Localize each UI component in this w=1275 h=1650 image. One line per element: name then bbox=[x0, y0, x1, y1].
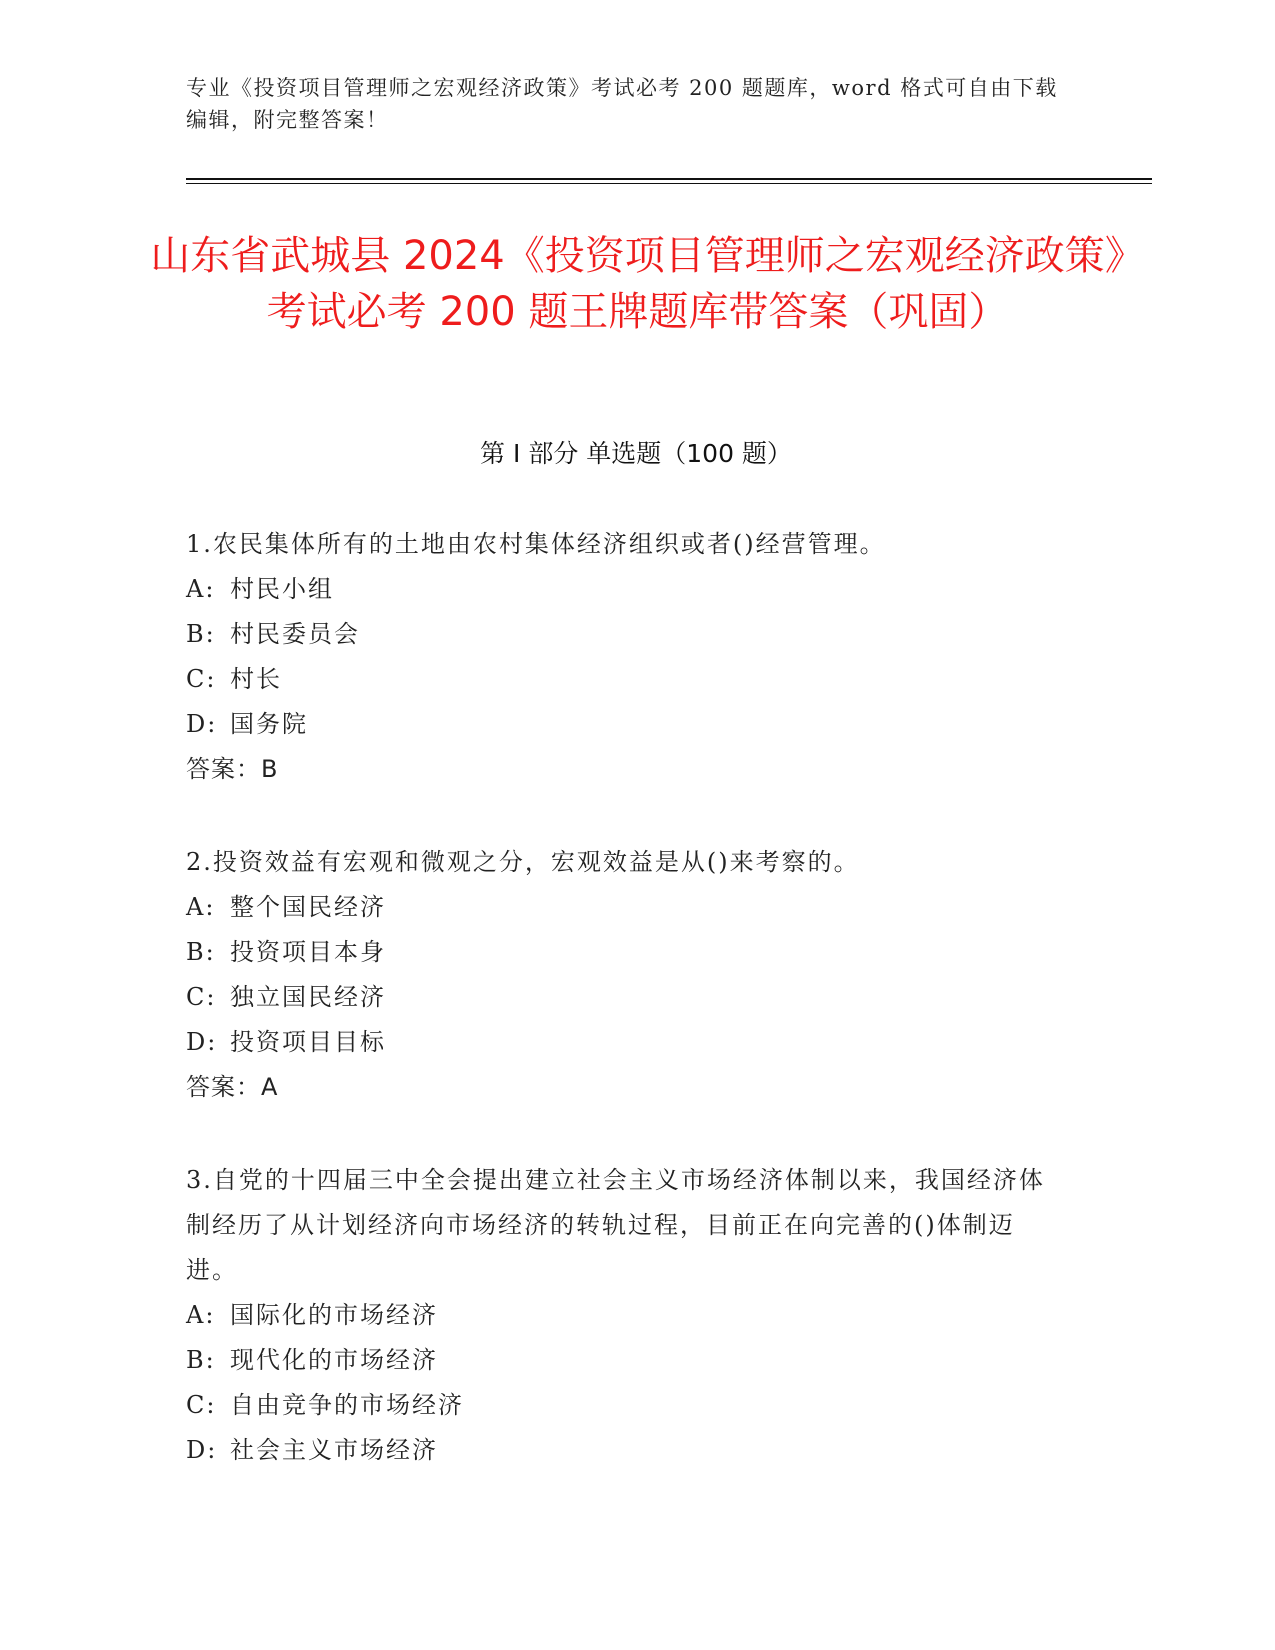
option-key: B: bbox=[186, 938, 216, 966]
option-text: 独立国民经济 bbox=[230, 983, 386, 1011]
option-key: A: bbox=[186, 575, 216, 603]
question-2 bbox=[186, 840, 1066, 1110]
option-key: A: bbox=[186, 893, 216, 921]
option-key: C: bbox=[186, 1391, 217, 1419]
option-b bbox=[186, 930, 1066, 975]
question-stem: 3.自党的十四届三中全会提出建立社会主义市场经济体制以来，我国经济体制经历了从计划经济向市场经济的转轨过程，目前正在向完善的()体制迈进。 bbox=[186, 1166, 1045, 1284]
option-text: 村民委员会 bbox=[230, 620, 360, 648]
option-text: 整个国民经济 bbox=[230, 893, 386, 921]
option-text: 投资项目本身 bbox=[230, 938, 386, 966]
answer-label: 答案： bbox=[186, 755, 261, 783]
option-text: 村长 bbox=[230, 665, 282, 693]
answer-value: A bbox=[261, 1073, 279, 1101]
option-key: B: bbox=[186, 620, 216, 648]
question-stem: 1.农民集体所有的土地由农村集体经济组织或者()经营管理。 bbox=[186, 530, 886, 558]
answer-label: 答案： bbox=[186, 1073, 261, 1101]
option-key: A: bbox=[186, 1301, 216, 1329]
option-a bbox=[186, 885, 1066, 930]
option-d bbox=[186, 1428, 1066, 1473]
option-c bbox=[186, 1383, 1066, 1428]
option-c bbox=[186, 657, 1066, 702]
header-note: 专业《投资项目管理师之宏观经济政策》考试必考 200 题题库，word 格式可自由下载编辑，附完整答案！ bbox=[186, 76, 1058, 132]
option-text: 社会主义市场经济 bbox=[230, 1436, 438, 1464]
option-b bbox=[186, 612, 1066, 657]
option-key: D: bbox=[186, 710, 218, 738]
answer-line bbox=[186, 747, 1066, 792]
header-divider-thin bbox=[186, 183, 1152, 184]
option-a bbox=[186, 567, 1066, 612]
option-key: B: bbox=[186, 1346, 216, 1374]
section-title: 第 I 部分 单选题（100 题） bbox=[480, 439, 792, 468]
option-a bbox=[186, 1293, 1066, 1338]
option-text: 投资项目目标 bbox=[230, 1028, 386, 1056]
document-title: 山东省武城县 2024《投资项目管理师之宏观经济政策》考试必考 200 题王牌题库带答案（巩固） bbox=[150, 233, 1125, 335]
option-d bbox=[186, 702, 1066, 747]
answer-line bbox=[186, 1065, 1066, 1110]
option-key: D: bbox=[186, 1436, 218, 1464]
option-key: C: bbox=[186, 983, 217, 1011]
option-text: 村民小组 bbox=[230, 575, 334, 603]
option-b bbox=[186, 1338, 1066, 1383]
option-text: 现代化的市场经济 bbox=[230, 1346, 438, 1374]
answer-value: B bbox=[261, 755, 279, 783]
question-stem: 2.投资效益有宏观和微观之分，宏观效益是从()来考察的。 bbox=[186, 848, 860, 876]
header-divider-thick bbox=[186, 178, 1152, 180]
question-1 bbox=[186, 522, 1066, 792]
option-d bbox=[186, 1020, 1066, 1065]
option-key: D: bbox=[186, 1028, 218, 1056]
option-text: 自由竞争的市场经济 bbox=[230, 1391, 464, 1419]
question-3 bbox=[186, 1158, 1066, 1473]
option-text: 国际化的市场经济 bbox=[230, 1301, 438, 1329]
option-text: 国务院 bbox=[230, 710, 308, 738]
option-c bbox=[186, 975, 1066, 1020]
option-key: C: bbox=[186, 665, 217, 693]
